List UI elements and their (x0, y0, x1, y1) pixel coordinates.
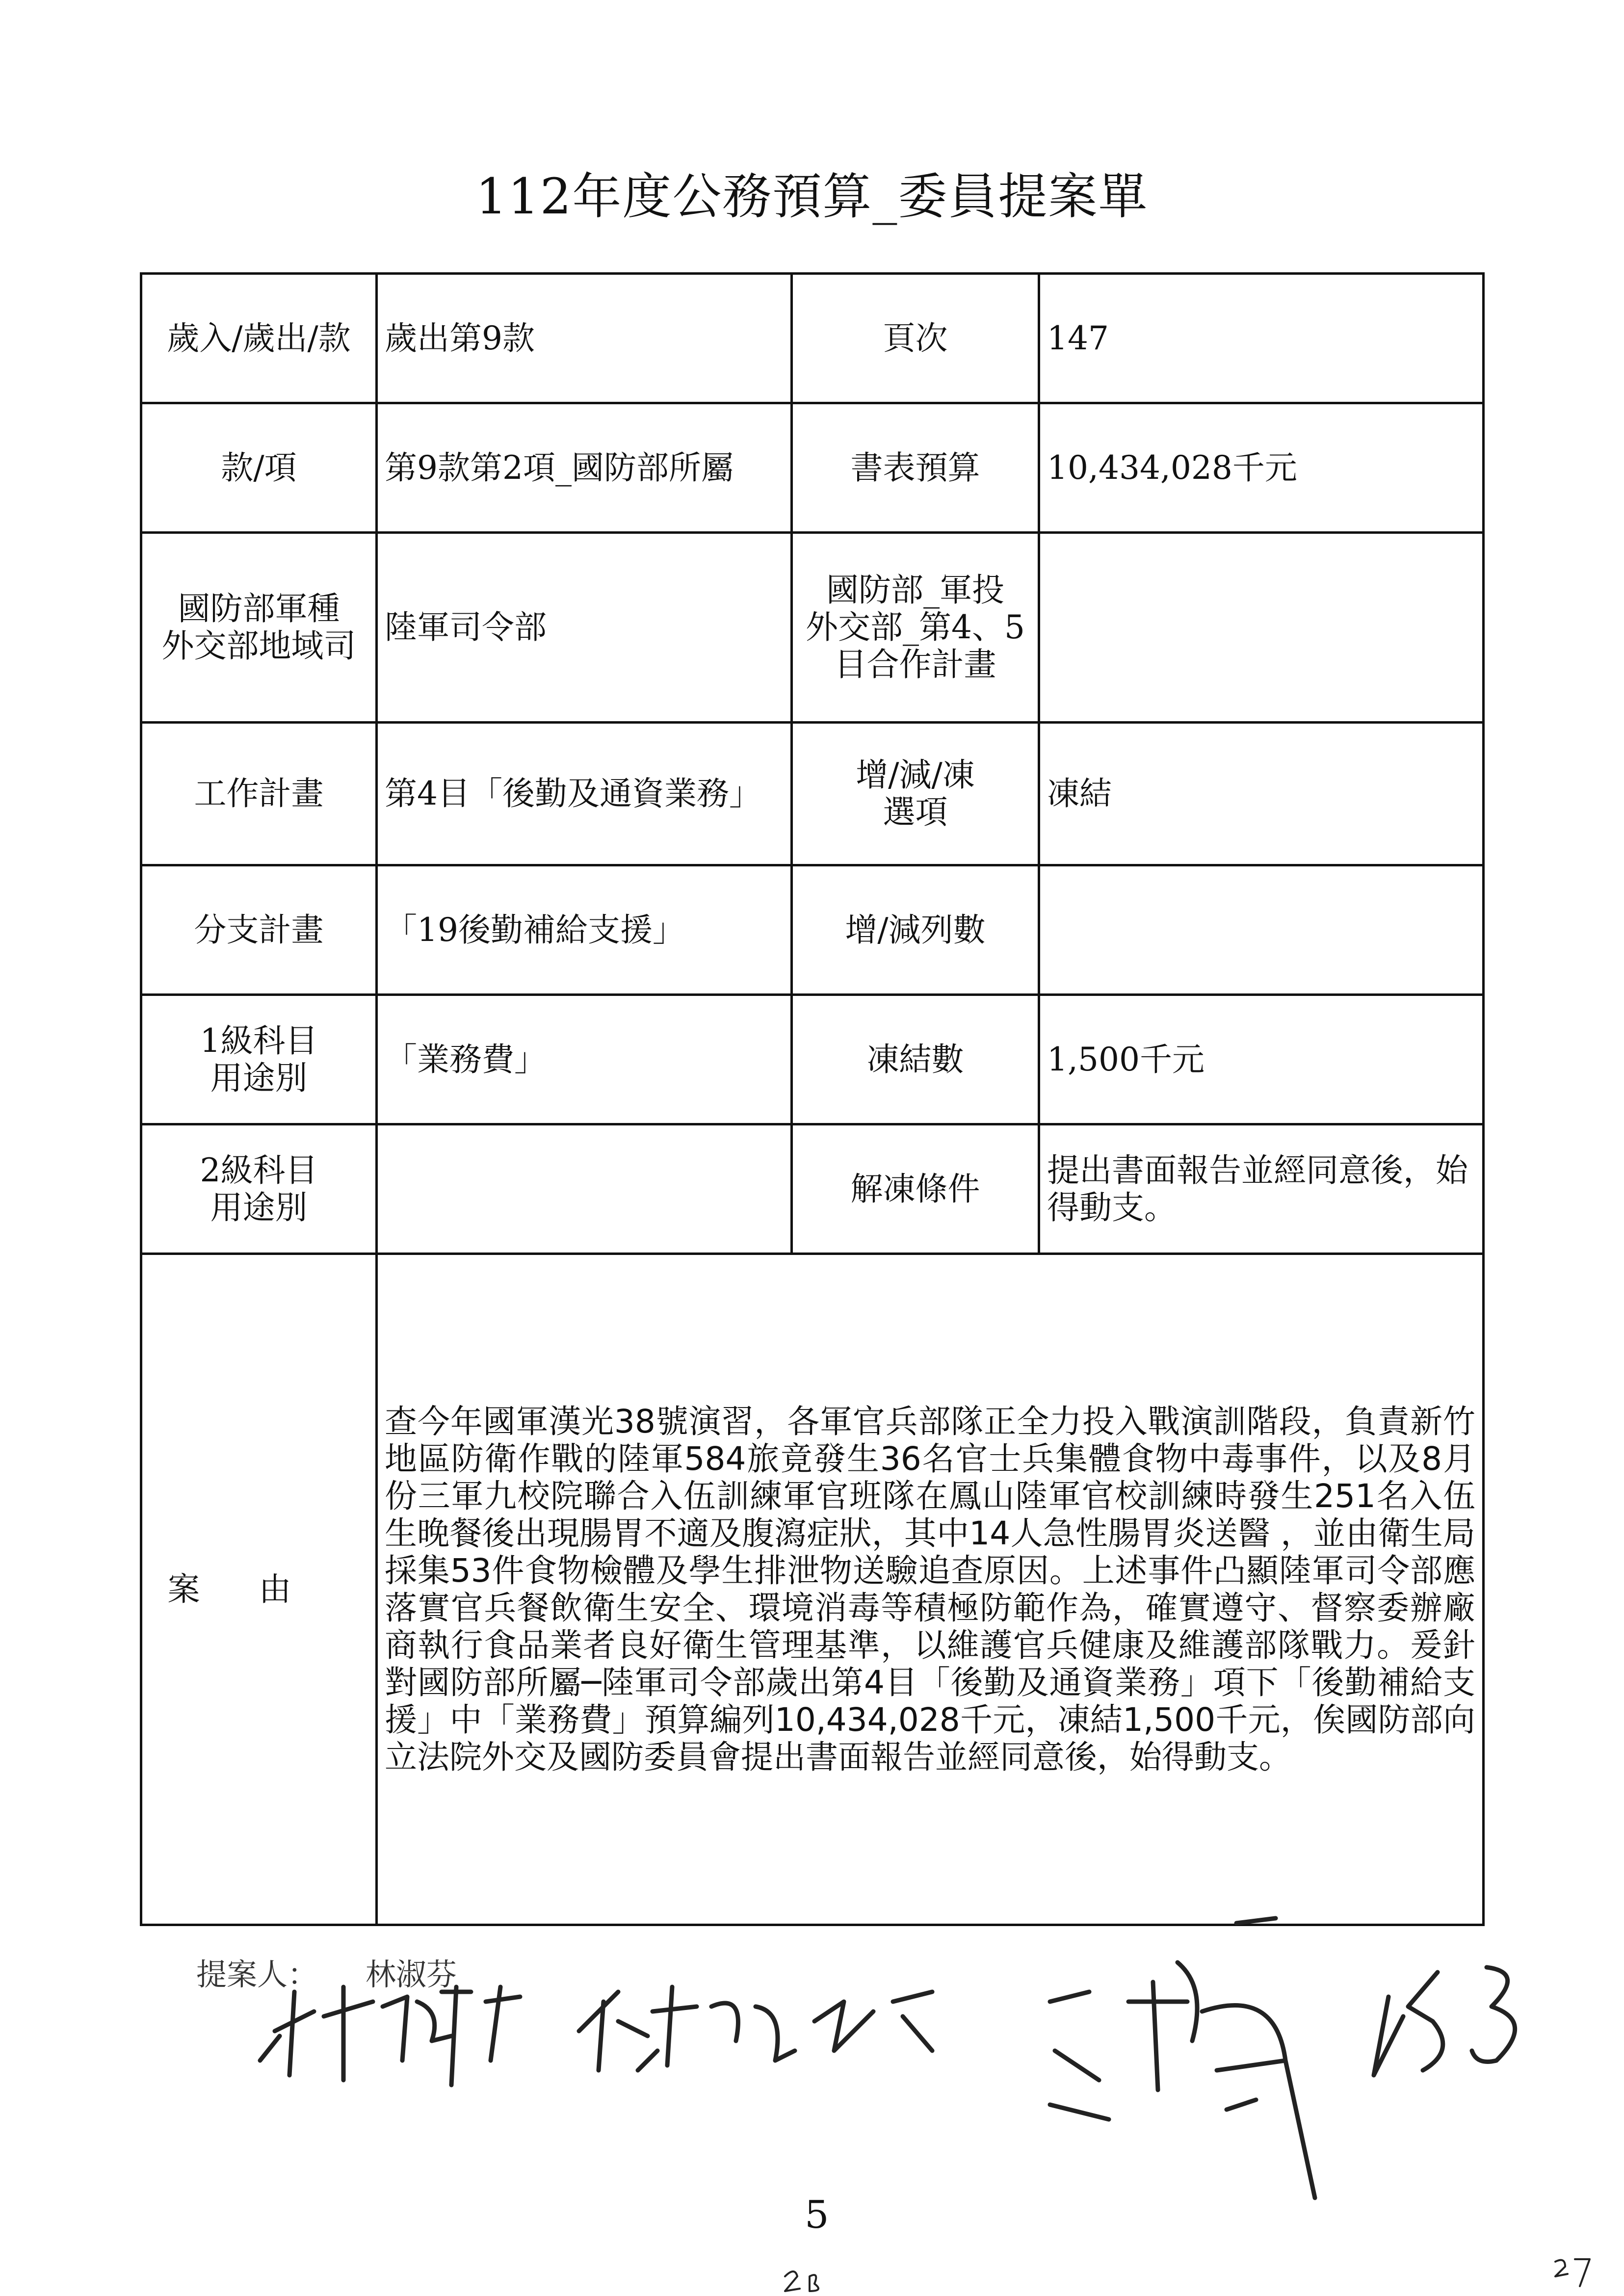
reason-label: 案由 (141, 1254, 377, 1925)
signature-number-153 (1374, 1967, 1515, 2075)
field-label: 凍結數 (792, 995, 1039, 1124)
field-value: 10,434,028千元 (1039, 403, 1484, 533)
field-value: 第4目「後勤及通資業務」 (377, 723, 792, 865)
field-label: 1級科目 用途別 (141, 995, 377, 1124)
field-label: 書表預算 (792, 403, 1039, 533)
field-value: 「19後勤補給支援」 (377, 865, 792, 995)
field-value: 凍結 (1039, 723, 1484, 865)
field-value: 歲出第9款 (377, 274, 792, 403)
page-number: 5 (805, 2193, 829, 2237)
proposer-name: 林淑芬 (366, 1957, 457, 1992)
signature-1 (260, 1987, 520, 2085)
field-label: 2級科目 用途別 (141, 1124, 377, 1254)
field-label: 款/項 (141, 403, 377, 533)
field-label: 國防部軍種 外交部地域司 (141, 533, 377, 723)
field-label: 分支計畫 (141, 865, 377, 995)
field-label: 增/減/凍 選項 (792, 723, 1039, 865)
field-value: 提出書面報告並經同意後，始得動支。 (1039, 1124, 1484, 1254)
proposer-label: 提案人： (196, 1957, 318, 1992)
field-label: 解凍條件 (792, 1124, 1039, 1254)
signature-2 (579, 1987, 932, 2070)
field-label: 增/減列數 (792, 865, 1039, 995)
signature-3 (1050, 1918, 1315, 2198)
field-label: 歲入/歲出/款 (141, 274, 377, 403)
field-value: 第9款第2項_國防部所屬 (377, 403, 792, 533)
field-value: 陸軍司令部 (377, 533, 792, 723)
field-label: 國防部_軍投 外交部_第4、5 目合作計畫 (792, 533, 1039, 723)
field-label: 頁次 (792, 274, 1039, 403)
field-value: 147 (1039, 274, 1484, 403)
reason-text: 查今年國軍漢光38號演習，各軍官兵部隊正全力投入戰演訓階段，負責新竹地區防衛作戰的陸軍584旅竟發生36名官士兵集體食物中毒事件，以及8月份三軍九校院聯合入伍訓練軍官班隊在鳳山陸軍官校訓練時發生251名入伍生晚餐後出現腸胃不適及腹瀉症狀，其中14人急性腸胃炎送醫 ，並由衛生局採集53件食物檢體及學生排泄物送驗追查原因。上述事件凸顯陸軍司令部應落實官兵餐飲衛生安全、環境消毒等積極防範作為，確實遵守、督察委辦廠商執行食品業者良好衛生管理基準，以維護官兵健康及維護部隊戰力。爰針對國防部所屬─陸軍司令部歲出第4目「後勤及通資業務」項下「後勤補給支援」中「業務費」預算編列10,434,028千元，凍結1,500千元，俟國防部向立法院外交及國防委員會提出書面報告並經同意後，始得動支。 (377, 1254, 1484, 1925)
field-value: 「業務費」 (377, 995, 792, 1124)
document-title: 112年度公務預算_委員提案單 (475, 168, 1149, 225)
field-label: 工作計畫 (141, 723, 377, 865)
handwritten-28 (785, 2271, 818, 2291)
handwritten-27 (1555, 2259, 1590, 2286)
field-value: 1,500千元 (1039, 995, 1484, 1124)
